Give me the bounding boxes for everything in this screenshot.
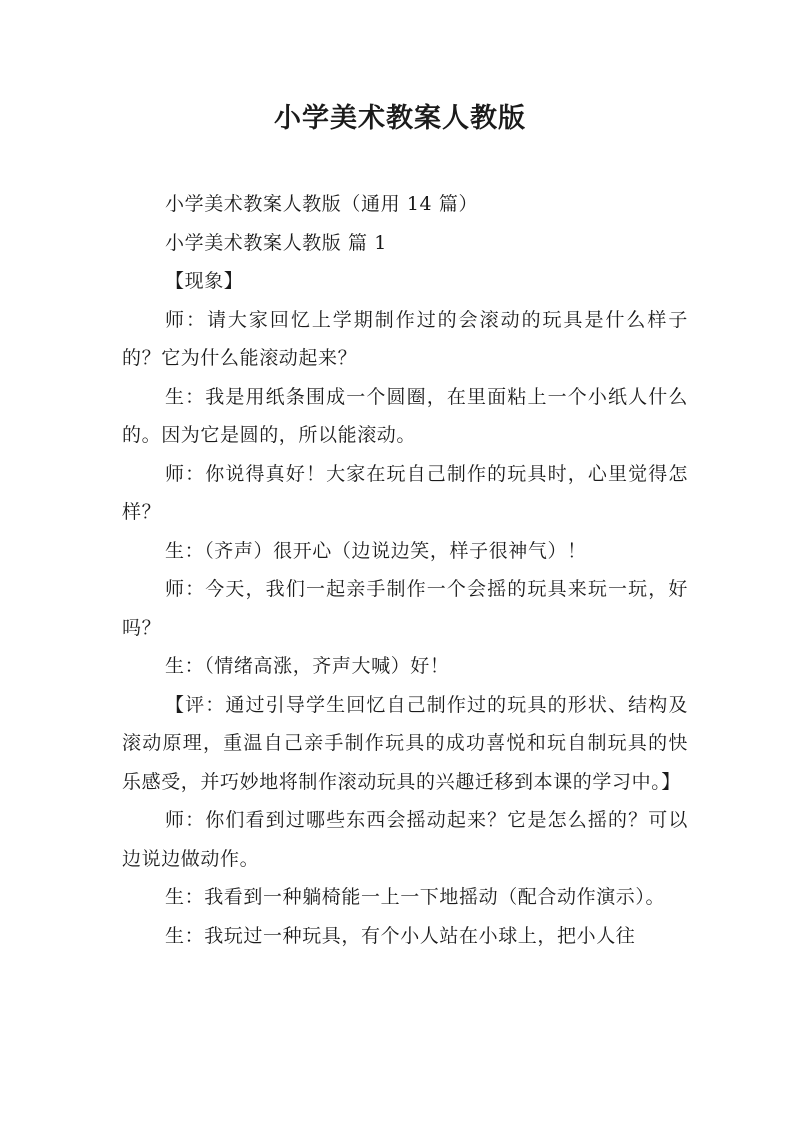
- paragraph-dialogue: 生：我玩过一种玩具，有个小人站在小球上，把小人往: [165, 924, 636, 947]
- document-title: 小学美术教案人教版: [274, 103, 526, 134]
- paragraph-dialogue: 生：（齐声）很开心（边说边笑，样子很神气）！: [165, 539, 587, 562]
- paragraph-section-heading: 小学美术教案人教版 篇 1: [165, 231, 387, 254]
- paragraph-dialogue: 生：（情绪高涨，齐声大喊）好！: [165, 655, 450, 677]
- paragraph-dialogue: 师：请大家回忆上学期制作过的会滚动的玩具是什么样子的？它为什么能滚动起来？: [122, 308, 688, 369]
- paragraph-commentary: 【评：通过引导学生回忆自己制作过的玩具的形状、结构及滚动原理，重温自己亲手制作玩具的成功喜悦和玩自制玩具的快乐感受，并巧妙地将制作滚动玩具的兴趣迁移到本课的学习中。】: [122, 693, 688, 793]
- paragraph-phenomenon-label: 【现象】: [165, 270, 244, 292]
- document-body: [122, 185, 688, 955]
- paragraph-subtitle: 小学美术教案人教版（通用 14 篇）: [165, 193, 479, 215]
- paragraph-dialogue: 生：我是用纸条围成一个圆圈，在里面粘上一个小纸人什么的。因为它是圆的，所以能滚动。: [122, 385, 688, 446]
- paragraph-dialogue: 师：今天，我们一起亲手制作一个会摇的玩具来玩一玩，好吗？: [122, 578, 688, 639]
- paragraph-dialogue: 师：你说得真好！大家在玩自己制作的玩具时，心里觉得怎样？: [122, 462, 688, 523]
- paragraph-dialogue: 生：我看到一种躺椅能一上一下地摇动（配合动作演示）。: [165, 886, 666, 908]
- paragraph-dialogue: 师：你们看到过哪些东西会摇动起来？它是怎么摇的？可以边说边做动作。: [122, 809, 688, 870]
